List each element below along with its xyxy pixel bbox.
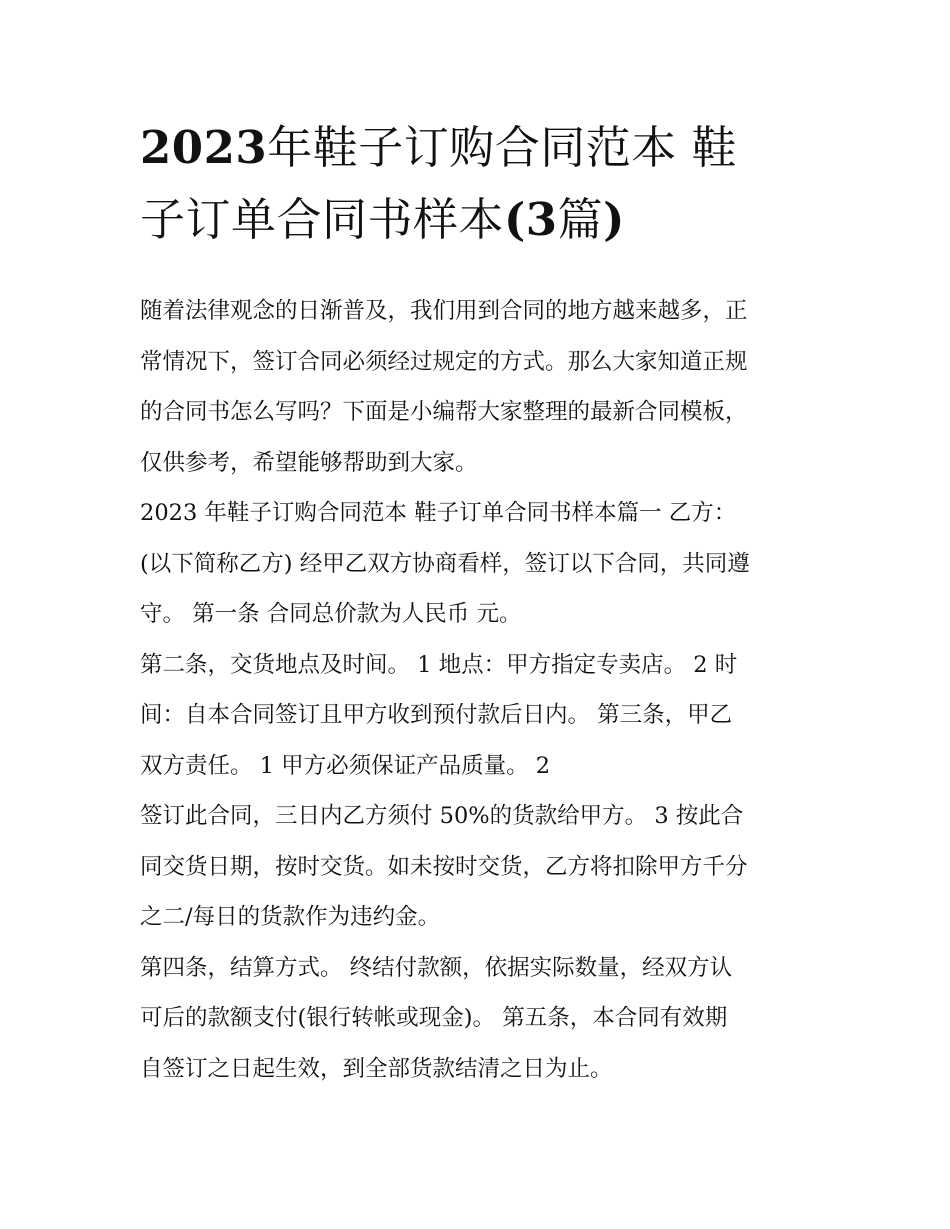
paragraph-line: 间：自本合同签订且甲方收到预付款后日内。 第三条，甲乙	[140, 702, 733, 728]
document-content	[140, 112, 820, 1094]
paragraph-line: 自签订之日起生效，到全部货款结清之日为止。	[140, 1055, 613, 1082]
paragraph-line: 之二/每日的货款作为违约金。	[140, 904, 441, 930]
document-title	[140, 112, 820, 256]
title-line-1-text: 年鞋子订购合同范本 鞋	[267, 121, 738, 174]
paragraph-line: (以下简称乙方) 经甲乙双方协商看样，签订以下合同，共同遵	[140, 550, 750, 577]
paragraph-article-2-3	[140, 640, 820, 792]
paragraph-line: 常情况下，签订合同必须经过规定的方式。那么大家知道正规	[140, 348, 748, 375]
paragraph-article-4-5	[140, 943, 820, 1095]
paragraph-line: 双方责任。 1 甲方必须保证产品质量。 2	[140, 752, 551, 779]
paragraph-line: 第四条，结算方式。 终结付款额，依据实际数量，经双方认	[140, 954, 733, 981]
paragraph-line: 同交货日期，按时交货。如未按时交货，乙方将扣除甲方千分	[140, 853, 748, 880]
title-count-open: (3	[504, 193, 558, 246]
paragraph-line: 签订此合同，三日内乙方须付 50%的货款给甲方。 3 按此合	[140, 803, 744, 829]
paragraph-payment-terms	[140, 791, 820, 943]
title-line-2-text: 子订单合同书样本	[140, 193, 505, 246]
paragraph-line: 的合同书怎么写吗？下面是小编帮大家整理的最新合同模板，	[140, 399, 748, 425]
paragraph-line: 仅供参考，希望能够帮助到大家。	[140, 449, 478, 476]
title-count-close: )	[603, 193, 625, 246]
paragraph-line: 可后的款额支付(银行转帐或现金)。 第五条，本合同有效期	[140, 1005, 728, 1031]
paragraph-line: 守。 第一条 合同总价款为人民币 元。	[140, 601, 522, 627]
document-body	[140, 286, 820, 1094]
title-year: 2023	[140, 121, 268, 174]
title-line-1	[140, 112, 820, 184]
paragraph-intro	[140, 286, 820, 488]
paragraph-line: 2023 年鞋子订购合同范本 鞋子订单合同书样本篇一 乙方：	[140, 500, 737, 526]
paragraph-line: 随着法律观念的日渐普及，我们用到合同的地方越来越多，正	[140, 298, 748, 324]
paragraph-contract-header	[140, 488, 820, 640]
paragraph-line: 第二条，交货地点及时间。 1 地点：甲方指定专卖店。 2 时	[140, 651, 738, 678]
title-line-2	[140, 184, 820, 256]
title-count-unit: 篇	[557, 193, 604, 246]
